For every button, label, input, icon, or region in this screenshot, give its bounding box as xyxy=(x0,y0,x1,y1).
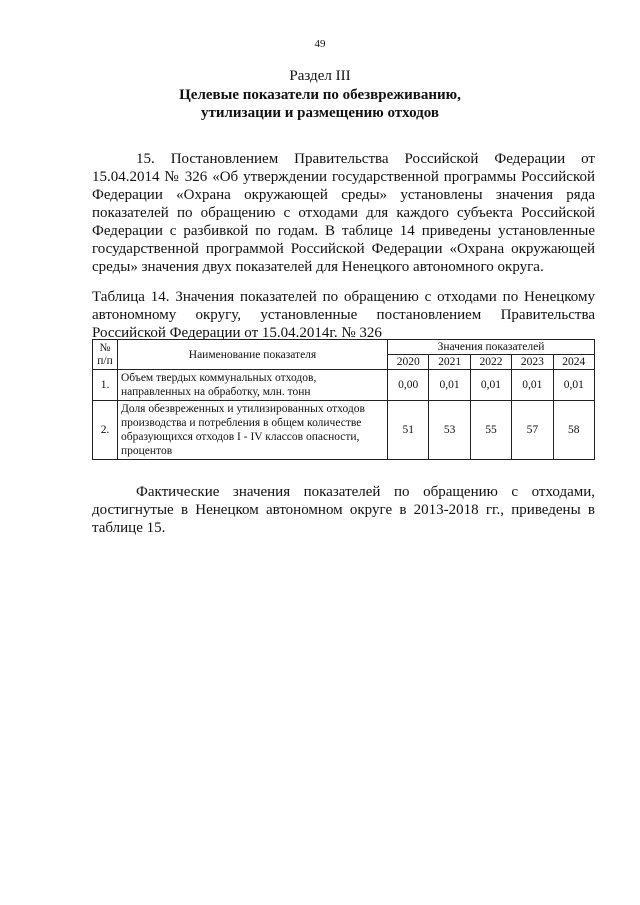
header-number-line-2: п/п xyxy=(97,354,113,367)
value-cell: 0,01 xyxy=(470,370,511,401)
indicators-table xyxy=(92,339,595,460)
header-year: 2021 xyxy=(429,355,470,370)
value-cell: 51 xyxy=(388,401,429,460)
value-cell: 0,01 xyxy=(512,370,553,401)
header-year: 2024 xyxy=(553,355,594,370)
value-cell: 57 xyxy=(512,401,553,460)
header-number xyxy=(93,340,118,370)
value-cell: 0,01 xyxy=(429,370,470,401)
table-header-row xyxy=(93,340,595,355)
value-cell: 58 xyxy=(553,401,594,460)
value-cell: 55 xyxy=(470,401,511,460)
value-cell: 0,01 xyxy=(553,370,594,401)
paragraph-actual-values: Фактические значения показателей по обращению с отходами, достигнутые в Ненецком автономном округе в 2013-2018 гг., приведены в таблице 15. xyxy=(92,484,595,536)
header-indicator-name: Наименование показателя xyxy=(118,340,388,370)
header-number-line-1: № xyxy=(99,341,111,354)
value-cell: 53 xyxy=(429,401,470,460)
value-cell: 0,00 xyxy=(388,370,429,401)
header-values-group: Значения показателей xyxy=(388,340,595,355)
section-title-line-1: Целевые показатели по обезвреживанию, xyxy=(179,87,461,103)
indicator-name: Доля обезвреженных и утилизированных отходов производства и потребления в общем количестве образующихся отходов I - IV классов опасности, процентов xyxy=(118,401,388,460)
table-row xyxy=(93,370,595,401)
table-caption: Таблица 14. Значения показателей по обращению с отходами по Ненецкому автономному округу, установленные постановлением Правительства Российской Федерации от 15.04.2014г. № 326 xyxy=(92,289,595,341)
page-number: 49 xyxy=(314,38,326,50)
paragraph-15: 15. Постановлением Правительства Российской Федерации от 15.04.2014 № 326 «Об утверждении государственной программы Российской Федерации «Охрана окружающей среды» установлены значения ряда показателей по обращению с отходами для каждого субъекта Российской Федерации с разбивкой по годам. В таблице 14 приведены установленные государственной программой Российской Федерации «Охрана окружающей среды» значения двух показателей для Ненецкого автономного округа. xyxy=(92,151,595,275)
section-title-line-2: утилизации и размещению отходов xyxy=(200,105,439,121)
row-number: 1. xyxy=(93,370,118,401)
row-number: 2. xyxy=(93,401,118,460)
section-title xyxy=(0,86,640,122)
header-year: 2020 xyxy=(388,355,429,370)
header-year: 2022 xyxy=(470,355,511,370)
section-label: Раздел III xyxy=(289,68,351,84)
table-row xyxy=(93,401,595,460)
header-year: 2023 xyxy=(512,355,553,370)
indicator-name: Объем твердых коммунальных отходов, направленных на обработку, млн. тонн xyxy=(118,370,388,401)
